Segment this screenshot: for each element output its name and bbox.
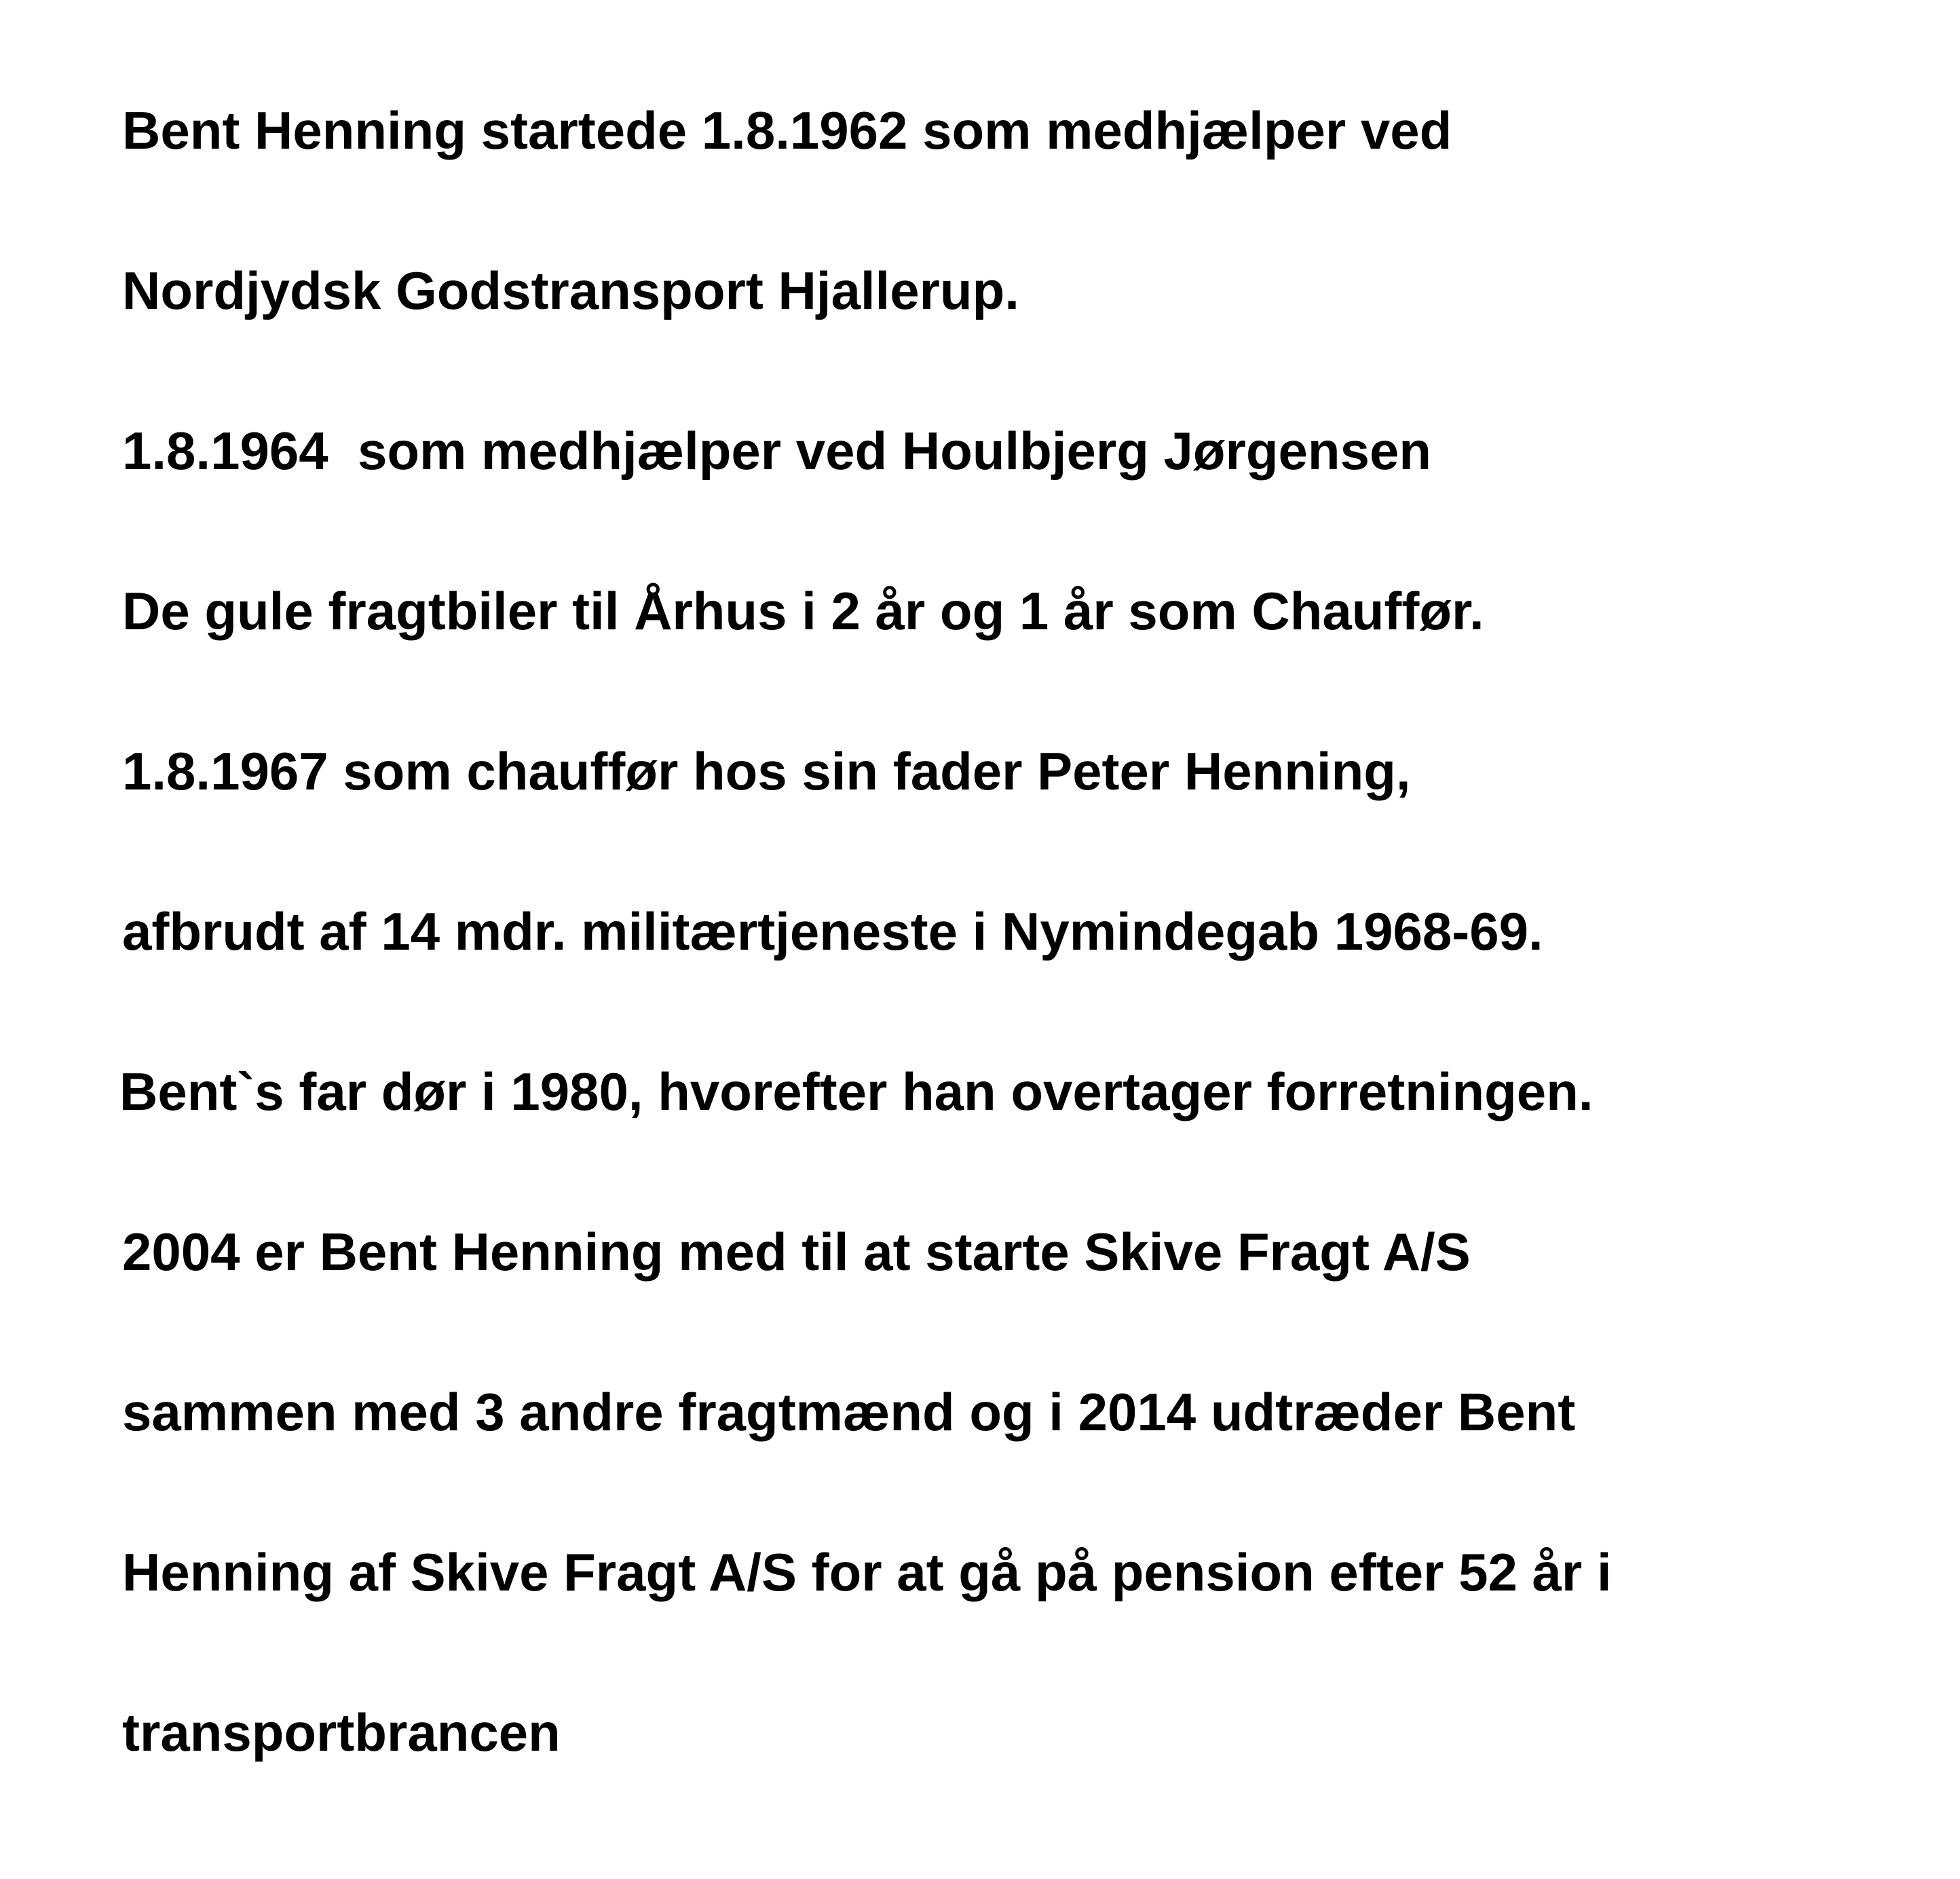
text-line-7: Bent`s far dør i 1980, hvorefter han overtager forretningen.	[119, 1062, 1594, 1121]
text-line-2: Nordjydsk Godstransport Hjallerup.	[122, 261, 1019, 320]
text-line-3: 1.8.1964 som medhjælper ved Houlbjerg Jørgensen	[122, 421, 1431, 481]
text-line-4: De gule fragtbiler til Århus i 2 år og 1 år som Chauffør.	[122, 581, 1484, 641]
text-line-9: sammen med 3 andre fragtmænd og i 2014 udtræder Bent	[122, 1382, 1576, 1442]
text-line-1: Bent Henning startede 1.8.1962 som medhjælper ved	[122, 100, 1452, 160]
text-line-6: afbrudt af 14 mdr. militærtjeneste i Nymindegab 1968-69.	[122, 901, 1543, 961]
text-line-5: 1.8.1967 som chauffør hos sin fader Peter Henning,	[122, 741, 1411, 801]
text-line-8: 2004 er Bent Henning med til at starte Skive Fragt A/S	[122, 1222, 1471, 1282]
text-line-10: Henning af Skive Fragt A/S for at gå på pension efter 52 år i	[122, 1542, 1612, 1602]
text-line-11: transportbrancen	[122, 1703, 561, 1762]
